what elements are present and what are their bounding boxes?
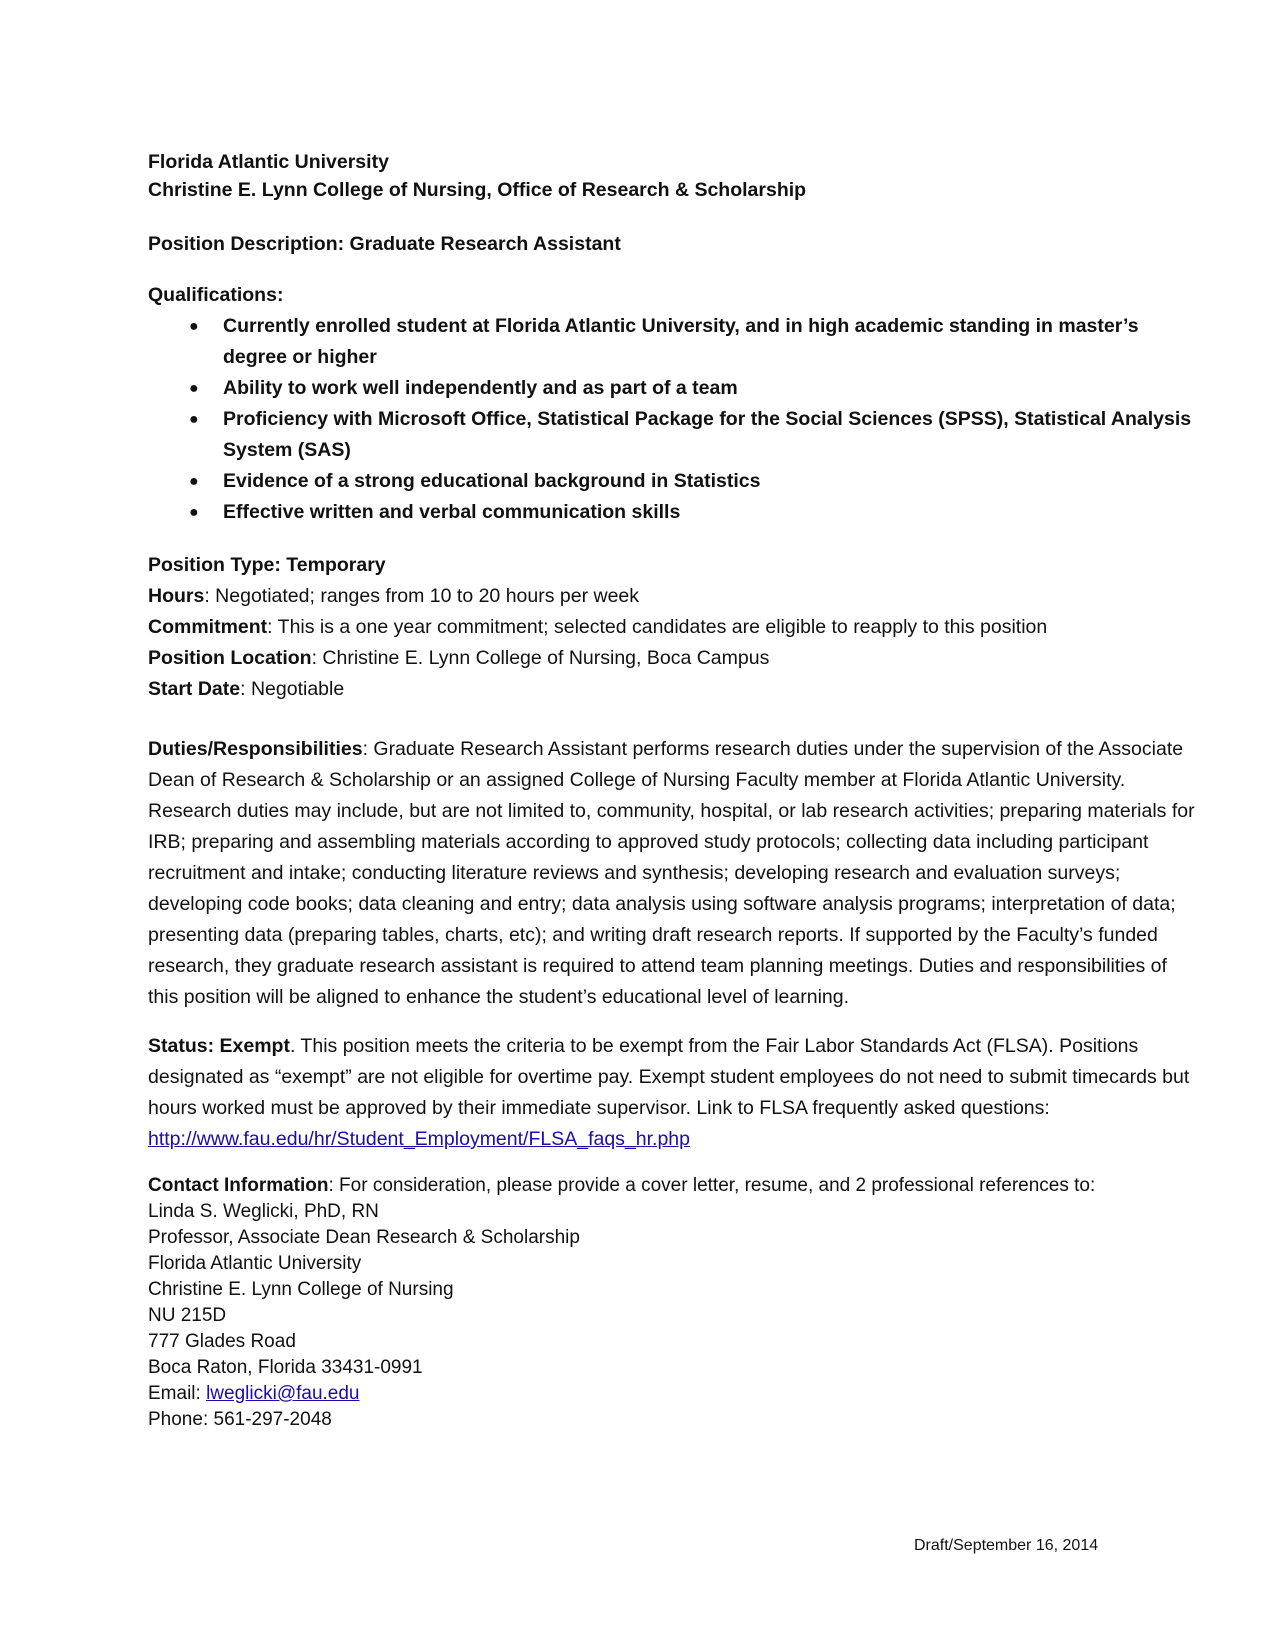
university-name: Florida Atlantic University	[148, 151, 389, 173]
contact-street: 777 Glades Road	[148, 1331, 296, 1352]
position-type: Position Type: Temporary	[148, 554, 386, 576]
qualification-item: ● Effective written and verbal communication skills	[148, 497, 1200, 528]
location-field: Position Location: Christine E. Lynn College of Nursing, Boca Campus	[148, 647, 770, 669]
contact-college: Christine E. Lynn College of Nursing	[148, 1279, 454, 1300]
bullet-icon: ●	[189, 411, 199, 428]
commitment-field: Commitment: This is a one year commitment; selected candidates are eligible to reapply to this position	[148, 616, 1048, 638]
bullet-icon: ●	[189, 473, 199, 490]
email-link[interactable]: lweglicki@fau.edu	[206, 1383, 360, 1404]
qualification-item: ● Currently enrolled student at Florida Atlantic University, and in high academic standing in master’s degree or higher	[148, 311, 1200, 373]
bullet-icon: ●	[189, 380, 199, 397]
start-date-field: Start Date: Negotiable	[148, 678, 345, 700]
contact-intro: Contact Information: For consideration, please provide a cover letter, resume, and 2 professional references to:	[148, 1175, 1096, 1196]
draft-date-footer: Draft/September 16, 2014	[914, 1537, 1099, 1554]
contact-name: Linda S. Weglicki, PhD, RN	[148, 1201, 379, 1222]
college-office: Christine E. Lynn College of Nursing, Office of Research & Scholarship	[148, 179, 807, 201]
contact-block	[148, 1173, 1200, 1433]
qualification-item: ● Ability to work well independently and as part of a team	[148, 373, 1200, 404]
flsa-faq-link[interactable]: http://www.fau.edu/hr/Student_Employment/FLSA_faqs_hr.php	[148, 1128, 690, 1150]
contact-city: Boca Raton, Florida 33431-0991	[148, 1357, 423, 1378]
document-body	[148, 148, 1200, 1433]
contact-title: Professor, Associate Dean Research & Scholarship	[148, 1227, 580, 1248]
position-fields	[148, 550, 1200, 705]
contact-phone: Phone: 561-297-2048	[148, 1409, 332, 1430]
duties-paragraph: Duties/Responsibilities: Graduate Research Assistant performs research duties under the supervision of the Associate Dean of Research & Scholarship or an assigned College of Nursing Faculty member at Florida Atlantic University. Research duties may include, but are not limited to, community, hospital, or lab research activities; preparing materials for IRB; preparing and assembling materials according to approved study protocols; collecting data including participant recruitment and intake; conducting literature reviews and synthesis; developing research and evaluation surveys; developing code books; data cleaning and entry; data analysis using software analysis programs; interpretation of data; presenting data (preparing tables, charts, etc); and writing draft research reports. If supported by the Faculty’s funded research, they graduate research assistant is required to attend team planning meetings. Duties and responsibilities of this position will be aligned to enhance the student’s educational level of learning.	[148, 738, 1195, 1008]
bullet-icon: ●	[189, 318, 199, 335]
bullet-icon: ●	[189, 504, 199, 521]
position-description: Position Description: Graduate Research Assistant	[148, 233, 621, 255]
qualifications-heading: Qualifications:	[148, 284, 284, 306]
contact-room: NU 215D	[148, 1305, 227, 1326]
status-paragraph: Status: Exempt. This position meets the criteria to be exempt from the Fair Labor Standards Act (FLSA). Positions designated as “exempt” are not eligible for overtime pay. Exempt student employees do not need to submit timecards but hours worked must be approved by their immediate supervisor. Link to FLSA frequently asked questions: http://www.fau.edu/hr/Student_Employment/FLSA_faqs_hr.php	[148, 1035, 1190, 1150]
contact-university: Florida Atlantic University	[148, 1253, 362, 1274]
hours-field: Hours: Negotiated; ranges from 10 to 20 hours per week	[148, 585, 640, 607]
qualification-item: ● Evidence of a strong educational background in Statistics	[148, 466, 1200, 497]
qualification-item: ● Proficiency with Microsoft Office, Statistical Package for the Social Sciences (SPSS), Statistical Analysis System (SAS)	[148, 404, 1200, 466]
contact-email: Email: lweglicki@fau.edu	[148, 1383, 360, 1404]
qualifications-list	[148, 311, 1200, 528]
